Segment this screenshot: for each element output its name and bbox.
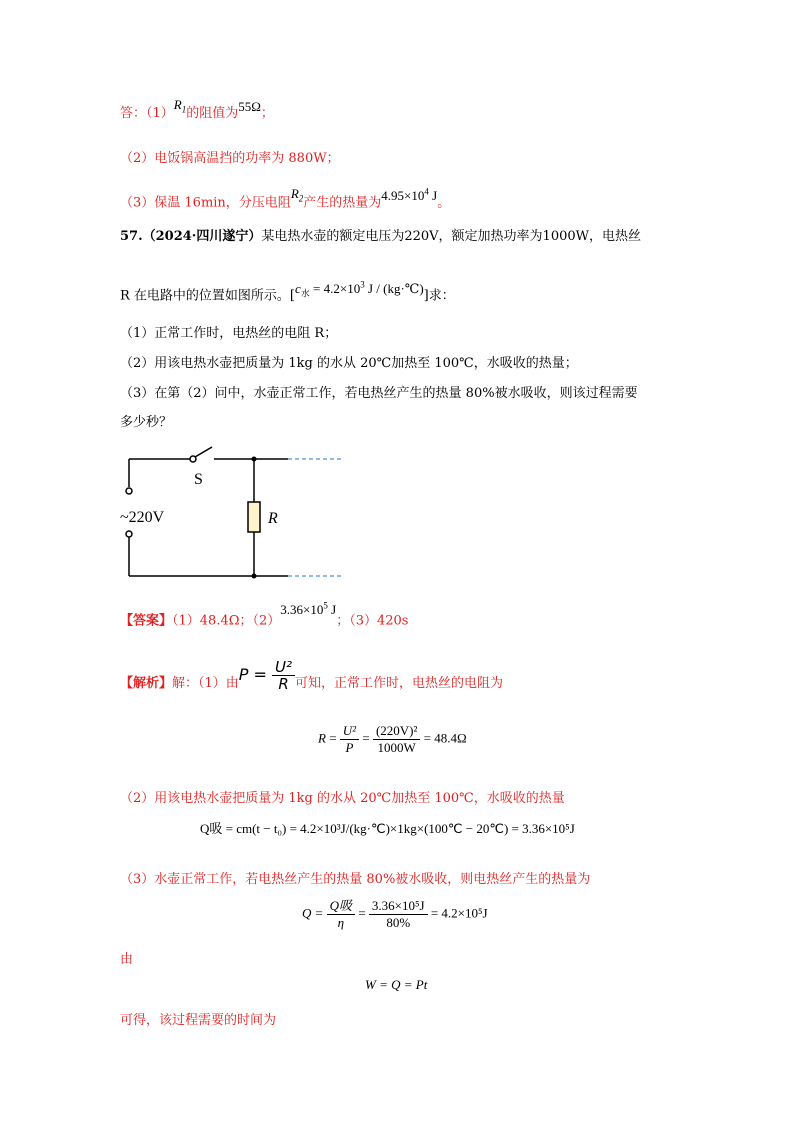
source-label: ~220V: [120, 509, 165, 526]
circuit-diagram: [110, 440, 360, 590]
power-formula: P = $\frac{\text{U²}}{R}$: [239, 659, 295, 692]
resistor-label: R: [268, 510, 278, 527]
question-source: （2024·四川遂宁）: [142, 229, 262, 244]
r1-text: 的阻值为: [186, 106, 239, 121]
analysis-intro: [120, 658, 504, 700]
switch-blade: [195, 447, 212, 457]
prev-answer-line-3: [120, 186, 451, 216]
sub-question-2: （2）用该电热水壶把质量为 1kg 的水从 20℃加热至 100℃，水吸收的热量；: [120, 356, 578, 371]
analysis-conclusion: 可得，该过程需要的时间为: [120, 1013, 277, 1028]
analysis-step-2: （2）用该电热水壶把质量为 1kg 的水从 20℃加热至 100℃，水吸收的热量: [120, 791, 565, 806]
terminal-top: [126, 488, 132, 494]
prev-answer-line-2: （2）电饭锅高温挡的功率为 880W；: [120, 151, 340, 166]
punct: ；: [260, 106, 274, 121]
sub-question-3: （3）在第（2）问中，水壶正常工作，若电热丝产生的热量 80%被水吸收，则该过程需要: [120, 386, 638, 401]
sub-question-1: （1）正常工作时，电热丝的电阻 R；: [120, 326, 338, 341]
resistor-r: [248, 502, 260, 532]
answer-line: [120, 601, 409, 630]
analysis-intro-pre: 解：（1）由: [172, 676, 239, 691]
question-text-2-end: ]求：: [423, 288, 455, 304]
answer-part-3: ；（3）420s: [336, 613, 409, 629]
line3-mid: 产生的热量为: [303, 195, 382, 211]
question-text: 某电热水壶的额定电压为220V，额定加热功率为1000W，电热丝: [261, 229, 641, 244]
analysis-tag: 【解析】: [120, 676, 173, 691]
answer-part-1: （1）48.4Ω；（2）: [172, 613, 281, 629]
heat-value: $4.95\times 10^4$ J: [381, 187, 438, 204]
junction-bottom: [252, 574, 257, 579]
punct: 。: [437, 195, 451, 211]
line3-pre: （3）保温 16min，分压电阻: [120, 195, 291, 211]
analysis-intro-post: 可知，正常工作时，电热丝的电阻为: [295, 676, 504, 691]
r1-symbol: $R_1$: [173, 97, 187, 115]
specific-heat-formula: $c_水 = 4.2\times 10^3$ J / (kg·℃): [295, 280, 424, 299]
equation-work: W = Q = Pt: [365, 977, 428, 992]
question-number: 57.: [120, 229, 143, 244]
junction-top: [252, 457, 257, 462]
prev-answer-line-1: [120, 97, 274, 127]
analysis-by: 由: [120, 952, 134, 967]
analysis-step-3: （3）水壶正常工作，若电热丝产生的热量 80%被水吸收，则电热丝产生的热量为: [120, 872, 591, 887]
r1-value: 55Ω: [238, 99, 261, 114]
r2-symbol: $R_2$: [290, 186, 304, 204]
answer-heat-value: $3.36\times 10^5$ J: [280, 601, 337, 618]
answer-tag: 【答案】: [120, 613, 173, 629]
switch-label: S: [194, 471, 203, 488]
answer-prefix: 答：（1）: [120, 106, 174, 121]
question-line-2: [120, 282, 455, 309]
question-text-2: R 在电路中的位置如图所示。[: [120, 288, 295, 304]
equation-heat-generated: Q = $\frac{\text{Q吸}}{\eta}$ = $\frac{\text{3.36×10⁵J}}{80\%}$ = 4.2×10⁵J: [302, 898, 488, 930]
question-line-1: [120, 228, 641, 246]
sub-question-3-cont: 多少秒？: [120, 415, 173, 430]
terminal-bottom: [126, 531, 132, 537]
equation-heat-absorbed: Q吸 = cm(t − t₀) = 4.2×10³J/(kg·℃)×1kg×(100℃ − 20℃) = 3.36×10⁵J: [200, 821, 575, 836]
equation-resistance: R = $\frac{\text{U²}}{P}$ = $\frac{\text{(220V)²}}{1000W}$ = 48.4Ω: [318, 723, 467, 755]
